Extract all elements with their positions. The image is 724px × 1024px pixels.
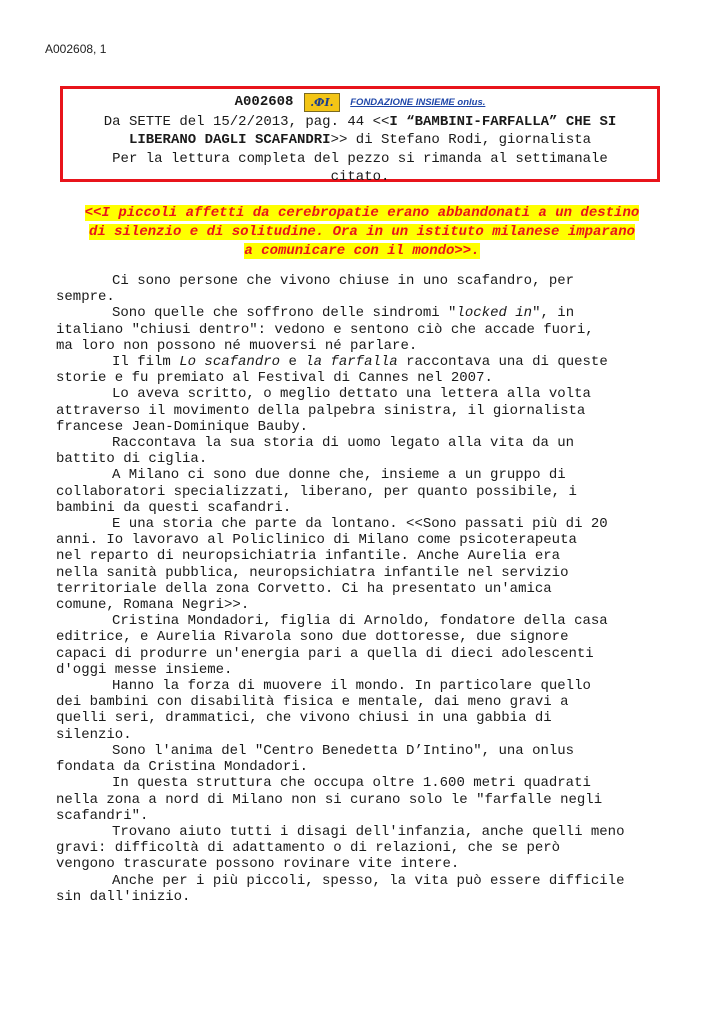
page-reference: A002608, 1 <box>45 42 107 56</box>
body-line: sin dall'inizio. <box>56 888 191 905</box>
body-line: nel reparto di neuropsichiatria infantile. Anche Aurelia era <box>56 548 561 565</box>
body-line: Sono quelle che soffrono delle sindromi "locked in", in <box>112 305 575 322</box>
body-line: dei bambini con disabilità fisica e mentale, dai meno gravi a <box>56 694 569 711</box>
document-code: A002608 <box>234 94 294 110</box>
article-title-part-1: I “BAMBINI-FARFALLA” CHE SI <box>389 113 617 130</box>
header-line-2 <box>63 113 657 132</box>
body-line: nella sanità pubblica, neuropsichiatra infantile nel servizio <box>56 564 569 581</box>
body-line: E una storia che parte da lontano. <<Sono passati più di 20 <box>112 516 608 533</box>
article-title-part-2: LIBERANO DAGLI SCAFANDRI <box>128 132 331 148</box>
header-line-3 <box>63 131 657 150</box>
body-line: gravi: difficoltà di adattamento o di relazioni, che se però <box>56 840 561 857</box>
subtitle-line-1: <<I piccoli affetti da cerebropatie erano abbandonati a un destino <box>84 205 640 221</box>
author-text: >> di Stefano Rodi, giornalista <box>330 132 592 148</box>
article-body <box>56 273 656 905</box>
body-line: comune, Romana Negri>>. <box>56 597 250 614</box>
body-line: bambini da questi scafandri. <box>56 499 292 516</box>
body-line: battito di ciglia. <box>56 451 208 468</box>
body-line: d'oggi messe insieme. <box>56 661 233 678</box>
body-line: scafandri". <box>56 807 149 824</box>
body-line: storie e fu premiato al Festival di Cannes nel 2007. <box>56 370 493 387</box>
foundation-link[interactable]: FONDAZIONE INSIEME onlus. <box>350 97 486 108</box>
body-line: italiano "chiusi dentro": vedono e sentono ciò che accade fuori, <box>56 321 594 338</box>
body-line: Trovano aiuto tutti i disagi dell'infanzia, anche quelli meno <box>112 823 625 840</box>
body-line: silenzio. <box>56 726 132 743</box>
body-line: Hanno la forza di muovere il mondo. In particolare quello <box>112 678 591 695</box>
body-line: capaci di produrre un'energia pari a quella di dieci adolescenti <box>56 645 594 662</box>
body-line: vengono trascurate possono rovinare vite intere. <box>56 856 460 873</box>
body-line: In questa struttura che occupa oltre 1.600 metri quadrati <box>112 775 591 792</box>
body-line: Cristina Mondadori, figlia di Arnoldo, fondatore della casa <box>112 613 608 630</box>
body-line: fondata da Cristina Mondadori. <box>56 759 309 776</box>
body-line: Raccontava la sua storia di uomo legato alla vita da un <box>112 435 575 452</box>
body-line: sempre. <box>56 289 115 306</box>
body-line: collaboratori specializzati, liberano, per quanto possibile, i <box>56 483 577 500</box>
body-line: anni. Io lavoravo al Policlinico di Milano come psicoterapeuta <box>56 532 577 549</box>
header-line-5: citato. <box>330 169 390 185</box>
body-line: francese Jean-Dominique Bauby. <box>56 418 309 435</box>
body-line: Sono l'anima del "Centro Benedetta D’Intino", una onlus <box>112 742 575 759</box>
body-line: quelli seri, drammatici, che vivono chiusi in una gabbia di <box>56 710 552 727</box>
body-line: editrice, e Aurelia Rivarola sono due dottoresse, due signore <box>56 629 569 646</box>
body-line: Lo aveva scritto, o meglio dettato una lettera alla volta <box>112 386 591 403</box>
body-line: attraverso il movimento della palpebra sinistra, il giornalista <box>56 402 586 419</box>
source-text: Da SETTE del 15/2/2013, pag. 44 << <box>103 113 390 130</box>
foundation-logo-icon: .ФI. <box>304 93 340 112</box>
header-box <box>60 86 660 185</box>
body-line: Ci sono persone che vivono chiuse in uno scafandro, per <box>112 273 575 289</box>
body-line: ma loro non possono né muoversi né parlare. <box>56 337 418 354</box>
article-subtitle <box>68 204 656 261</box>
body-line: Il film Lo scafandro e la farfalla raccontava una di queste <box>112 354 608 371</box>
header-line-4: Per la lettura completa del pezzo si rimanda al settimanale <box>112 150 608 167</box>
body-line: Anche per i più piccoli, spesso, la vita può essere difficile <box>112 872 625 889</box>
header-line-1 <box>63 93 657 113</box>
subtitle-line-2: di silenzio e di solitudine. Ora in un istituto milanese imparano <box>88 224 636 240</box>
body-line: A Milano ci sono due donne che, insieme a un gruppo di <box>112 467 566 484</box>
body-line: territoriale della zona Corvetto. Ci ha presentato un'amica <box>56 580 552 597</box>
body-line: nella zona a nord di Milano non si curano solo le "farfalle negli <box>56 791 603 808</box>
subtitle-line-3: a comunicare con il mondo>>. <box>244 243 480 259</box>
